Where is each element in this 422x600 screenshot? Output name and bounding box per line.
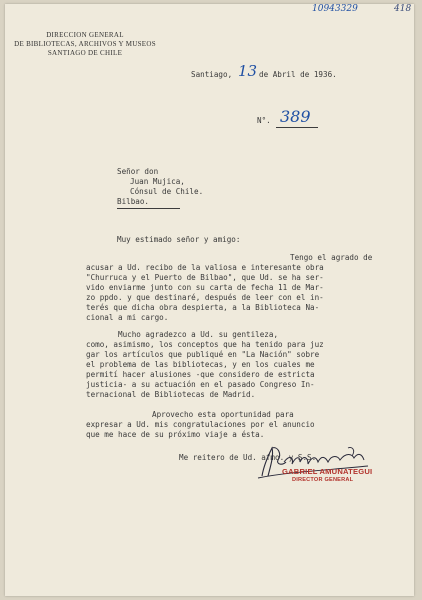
paragraph-1-line-3: "Churruca y el Puerto de Bilbao", que Ud. se ha ser- bbox=[86, 273, 324, 282]
date-rest: de Abril de 1936. bbox=[259, 70, 337, 79]
paragraph-2-line-5: permití hacer alusiones -que considero de estricta bbox=[86, 370, 315, 379]
paragraph-1-line-2: acusar a Ud. recibo de la valiosa e interesante obra bbox=[86, 263, 324, 272]
letterhead-line-1: DIRECCION GENERAL bbox=[46, 31, 124, 39]
stamp-name: GABRIEL AMUNATEGUI bbox=[282, 467, 373, 476]
recipient-line-3: Cónsul de Chile. bbox=[130, 187, 204, 196]
paragraph-3-line-1: Aprovecho esta oportunidad para bbox=[152, 410, 294, 419]
paragraph-2-line-6: justicia- a su actuación en el pasado Congreso In- bbox=[86, 380, 315, 389]
paragraph-2-line-3: gar los artículos que publiqué en "La Nación" sobre bbox=[86, 350, 320, 359]
paragraph-1-line-5: zo ppdo. y que destinaré, después de leer con el in- bbox=[86, 293, 324, 302]
recipient-underline bbox=[117, 208, 180, 209]
paragraph-2-line-7: ternacional de Bibliotecas de Madrid. bbox=[86, 390, 256, 399]
recipient-line-4: Bilbao. bbox=[117, 197, 150, 206]
recipient-line-1: Señor don bbox=[117, 167, 159, 176]
paragraph-1-line-7: cional a mi cargo. bbox=[86, 313, 169, 322]
paragraph-2-line-2: como, asimismo, los conceptos que ha tenido para juz bbox=[86, 340, 324, 349]
paragraph-1-line-4: vido enviarme junto con su carta de fecha 11 de Mar- bbox=[86, 283, 324, 292]
salutation: Muy estimado señor y amigo: bbox=[117, 235, 241, 244]
signature-scribble bbox=[248, 442, 376, 482]
letterhead-line-2: DE BIBLIOTECAS, ARCHIVOS Y MUSEOS bbox=[14, 40, 156, 48]
date-day: 13 bbox=[238, 62, 258, 80]
paragraph-2-line-1: Mucho agradezco a Ud. su gentileza, bbox=[118, 330, 279, 339]
folio-number: 418 bbox=[394, 4, 412, 14]
closing-line: Me reitero de Ud. afmo. y S.S. bbox=[179, 453, 317, 462]
paragraph-1-line-6: terés que dicha obra despierta, a la Biblioteca Na- bbox=[86, 303, 320, 312]
letterhead-line-3: SANTIAGO DE CHILE bbox=[47, 49, 123, 57]
paragraph-1-line-1: Tengo el agrado de bbox=[290, 253, 373, 262]
stamp-title: DIRECTOR GENERAL bbox=[292, 477, 354, 483]
paragraph-3-line-3: que me hace de su próximo viaje a ésta. bbox=[86, 430, 265, 439]
archive-code: 10943329 bbox=[312, 4, 358, 14]
date-prefix: Santiago, bbox=[191, 70, 233, 79]
recipient-line-2: Juan Mujica, bbox=[130, 177, 185, 186]
letter-number-label: N°. bbox=[257, 116, 271, 125]
letter-number-value: 389 bbox=[280, 107, 311, 126]
paragraph-2-line-4: el problema de las bibliotecas, y en los cuales me bbox=[86, 360, 315, 369]
paragraph-3-line-2: expresar a Ud. mis congratulaciones por el anuncio bbox=[86, 420, 315, 429]
number-underline bbox=[276, 127, 318, 128]
